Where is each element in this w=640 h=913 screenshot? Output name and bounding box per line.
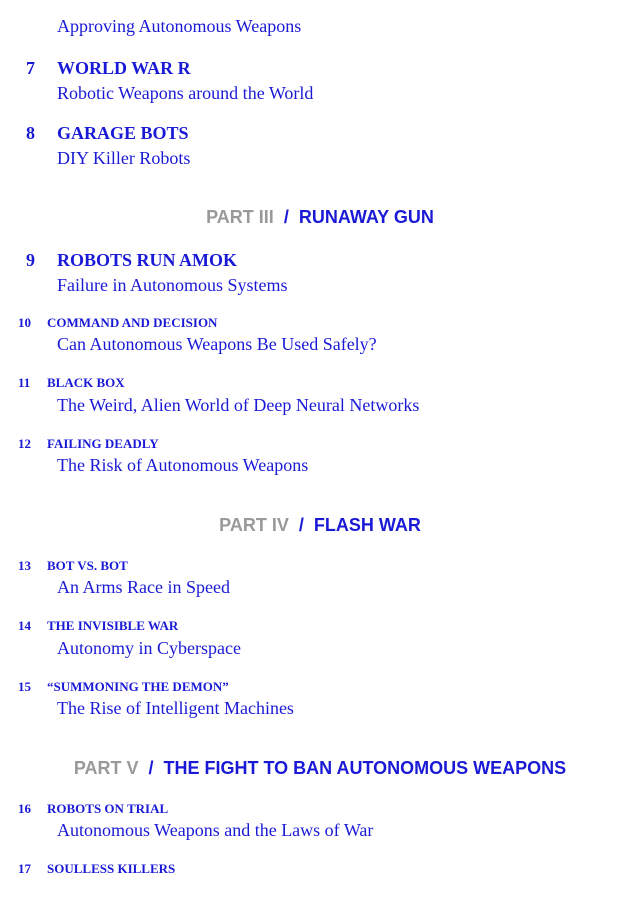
chapter-number: 17 <box>18 861 31 876</box>
part-divider: / <box>283 207 289 227</box>
chapter-subtitle: Autonomous Weapons and the Laws of War <box>57 820 374 840</box>
chapter-title: COMMAND AND DECISION <box>47 315 218 330</box>
chapter-number: 9 <box>26 250 35 270</box>
chapter-title: ROBOTS RUN AMOK <box>57 250 238 270</box>
chapter-title: WORLD WAR R <box>57 58 191 78</box>
part-label: PART IV <box>219 515 289 535</box>
chapter-title: GARAGE BOTS <box>57 123 189 143</box>
chapter-subtitle: DIY Killer Robots <box>57 148 191 168</box>
chapter-title: ROBOTS ON TRIAL <box>47 801 169 816</box>
part-heading-v <box>0 758 640 779</box>
chapter-subtitle: The Risk of Autonomous Weapons <box>57 455 309 475</box>
part-title: FLASH WAR <box>313 515 421 535</box>
chapter-number: 12 <box>18 436 31 451</box>
part-title: RUNAWAY GUN <box>298 207 434 227</box>
chapter-title: BLACK BOX <box>47 375 125 390</box>
chapter-subtitle: The Weird, Alien World of Deep Neural Networks <box>57 395 420 415</box>
chapter-subtitle: Can Autonomous Weapons Be Used Safely? <box>57 334 377 354</box>
part-divider: / <box>298 515 304 535</box>
part-heading-iv <box>0 515 640 536</box>
chapter-title: “SUMMONING THE DEMON” <box>47 679 229 694</box>
chapter-subtitle: Approving Autonomous Weapons <box>57 16 302 36</box>
chapter-number: 8 <box>26 123 35 143</box>
chapter-number: 13 <box>18 558 31 573</box>
chapter-number: 7 <box>26 58 35 78</box>
chapter-number: 10 <box>18 315 31 330</box>
chapter-subtitle: An Arms Race in Speed <box>57 577 230 597</box>
chapter-title: SOULLESS KILLERS <box>47 861 176 876</box>
chapter-subtitle: Failure in Autonomous Systems <box>57 275 288 295</box>
chapter-number: 11 <box>18 375 31 390</box>
chapter-title: BOT VS. BOT <box>47 558 128 573</box>
part-heading-iii <box>0 207 640 228</box>
chapter-subtitle: Robotic Weapons around the World <box>57 83 314 103</box>
part-divider: / <box>148 758 154 778</box>
chapter-number: 14 <box>18 618 31 633</box>
chapter-title: FAILING DEADLY <box>47 436 159 451</box>
chapter-subtitle: The Rise of Intelligent Machines <box>57 698 294 718</box>
part-label: PART V <box>73 758 139 778</box>
chapter-number: 15 <box>18 679 31 694</box>
chapter-number: 16 <box>18 801 31 816</box>
part-label: PART III <box>206 207 274 227</box>
chapter-subtitle: Autonomy in Cyberspace <box>57 638 241 658</box>
chapter-title: THE INVISIBLE WAR <box>47 618 179 633</box>
part-title: THE FIGHT TO BAN AUTONOMOUS WEAPONS <box>163 758 567 778</box>
